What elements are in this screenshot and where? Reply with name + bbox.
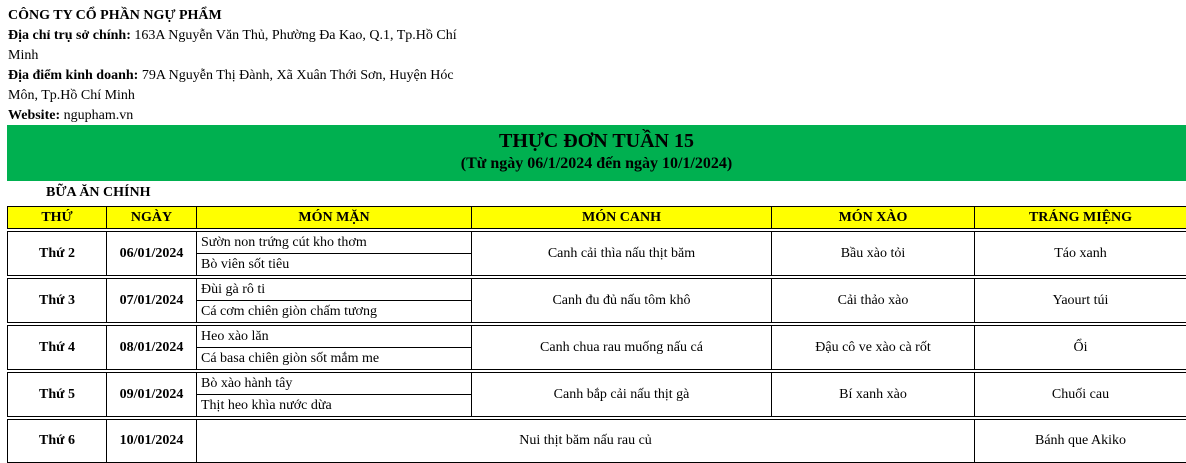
hq-address	[8, 26, 478, 66]
xao-cell: Bầu xào tỏi	[772, 232, 975, 276]
biz-value: 79A Nguyễn Thị Đành, Xã Xuân Thới Sơn, Huyện Hóc Môn, Tp.Hồ Chí Minh	[8, 68, 454, 103]
company-name: CÔNG TY CỔ PHẦN NGỰ PHẨM	[8, 6, 478, 26]
menu-banner	[7, 125, 1186, 181]
man-dish-1: Đùi gà rô ti	[197, 279, 472, 301]
dessert-cell: Táo xanh	[975, 232, 1186, 276]
header-ngay: NGÀY	[107, 207, 197, 229]
xao-cell: Đậu cô ve xào cà rốt	[772, 326, 975, 370]
date-cell: 07/01/2024	[107, 279, 197, 323]
canh-cell: Canh đu đủ nấu tôm khô	[472, 279, 772, 323]
date-cell: 08/01/2024	[107, 326, 197, 370]
dessert-cell: Bánh que Akiko	[975, 420, 1186, 463]
table-row	[8, 279, 1186, 301]
date-cell: 06/01/2024	[107, 232, 197, 276]
header-mon-man: MÓN MẶN	[197, 207, 472, 229]
man-dish-1: Heo xào lăn	[197, 326, 472, 348]
man-dish-2: Cá cơm chiên giòn chấm tương	[197, 301, 472, 323]
web-value: ngupham.vn	[60, 108, 133, 123]
hq-label: Địa chỉ trụ sở chính:	[8, 28, 131, 43]
day-cell: Thứ 2	[8, 232, 107, 276]
man-dish-2: Cá basa chiên giòn sốt mắm me	[197, 348, 472, 370]
man-dish-2: Bò viên sốt tiêu	[197, 254, 472, 276]
day-cell: Thứ 6	[8, 420, 107, 463]
canh-cell: Canh chua rau muống nấu cá	[472, 326, 772, 370]
table-row	[8, 420, 1186, 463]
menu-title: THỰC ĐƠN TUẦN 15	[7, 125, 1186, 153]
menu-date-range: (Từ ngày 06/1/2024 đến ngày 10/1/2024)	[7, 153, 1186, 175]
section-label: BỮA ĂN CHÍNH	[46, 183, 151, 203]
date-cell: 09/01/2024	[107, 373, 197, 417]
canh-cell: Canh bắp cải nấu thịt gà	[472, 373, 772, 417]
company-info	[8, 6, 478, 126]
hq-value: 163A Nguyễn Văn Thủ, Phường Đa Kao, Q.1, Tp.Hồ Chí Minh	[8, 28, 457, 63]
day-cell: Thứ 4	[8, 326, 107, 370]
xao-cell: Bí xanh xào	[772, 373, 975, 417]
header-mon-xao: MÓN XÀO	[772, 207, 975, 229]
dessert-cell: Chuối cau	[975, 373, 1186, 417]
man-dish-1: Sườn non trứng cút kho thơm	[197, 232, 472, 254]
day-cell: Thứ 5	[8, 373, 107, 417]
merged-dish-cell: Nui thịt băm nấu rau củ	[197, 420, 975, 463]
canh-cell: Canh cải thìa nấu thịt băm	[472, 232, 772, 276]
day-cell: Thứ 3	[8, 279, 107, 323]
date-cell: 10/01/2024	[107, 420, 197, 463]
dessert-cell: Yaourt túi	[975, 279, 1186, 323]
xao-cell: Cải thảo xào	[772, 279, 975, 323]
table-row	[8, 326, 1186, 348]
menu-table	[7, 206, 1186, 463]
table-header-row	[8, 207, 1186, 229]
biz-label: Địa điểm kinh doanh:	[8, 68, 138, 83]
website	[8, 106, 478, 126]
dessert-cell: Ổi	[975, 326, 1186, 370]
header-mon-canh: MÓN CANH	[472, 207, 772, 229]
web-label: Website:	[8, 108, 60, 123]
business-address	[8, 66, 478, 106]
man-dish-1: Bò xào hành tây	[197, 373, 472, 395]
header-trang-mieng: TRÁNG MIỆNG	[975, 207, 1186, 229]
man-dish-2: Thịt heo khìa nước dừa	[197, 395, 472, 417]
table-row	[8, 373, 1186, 395]
header-thu: THỨ	[8, 207, 107, 229]
table-row	[8, 232, 1186, 254]
